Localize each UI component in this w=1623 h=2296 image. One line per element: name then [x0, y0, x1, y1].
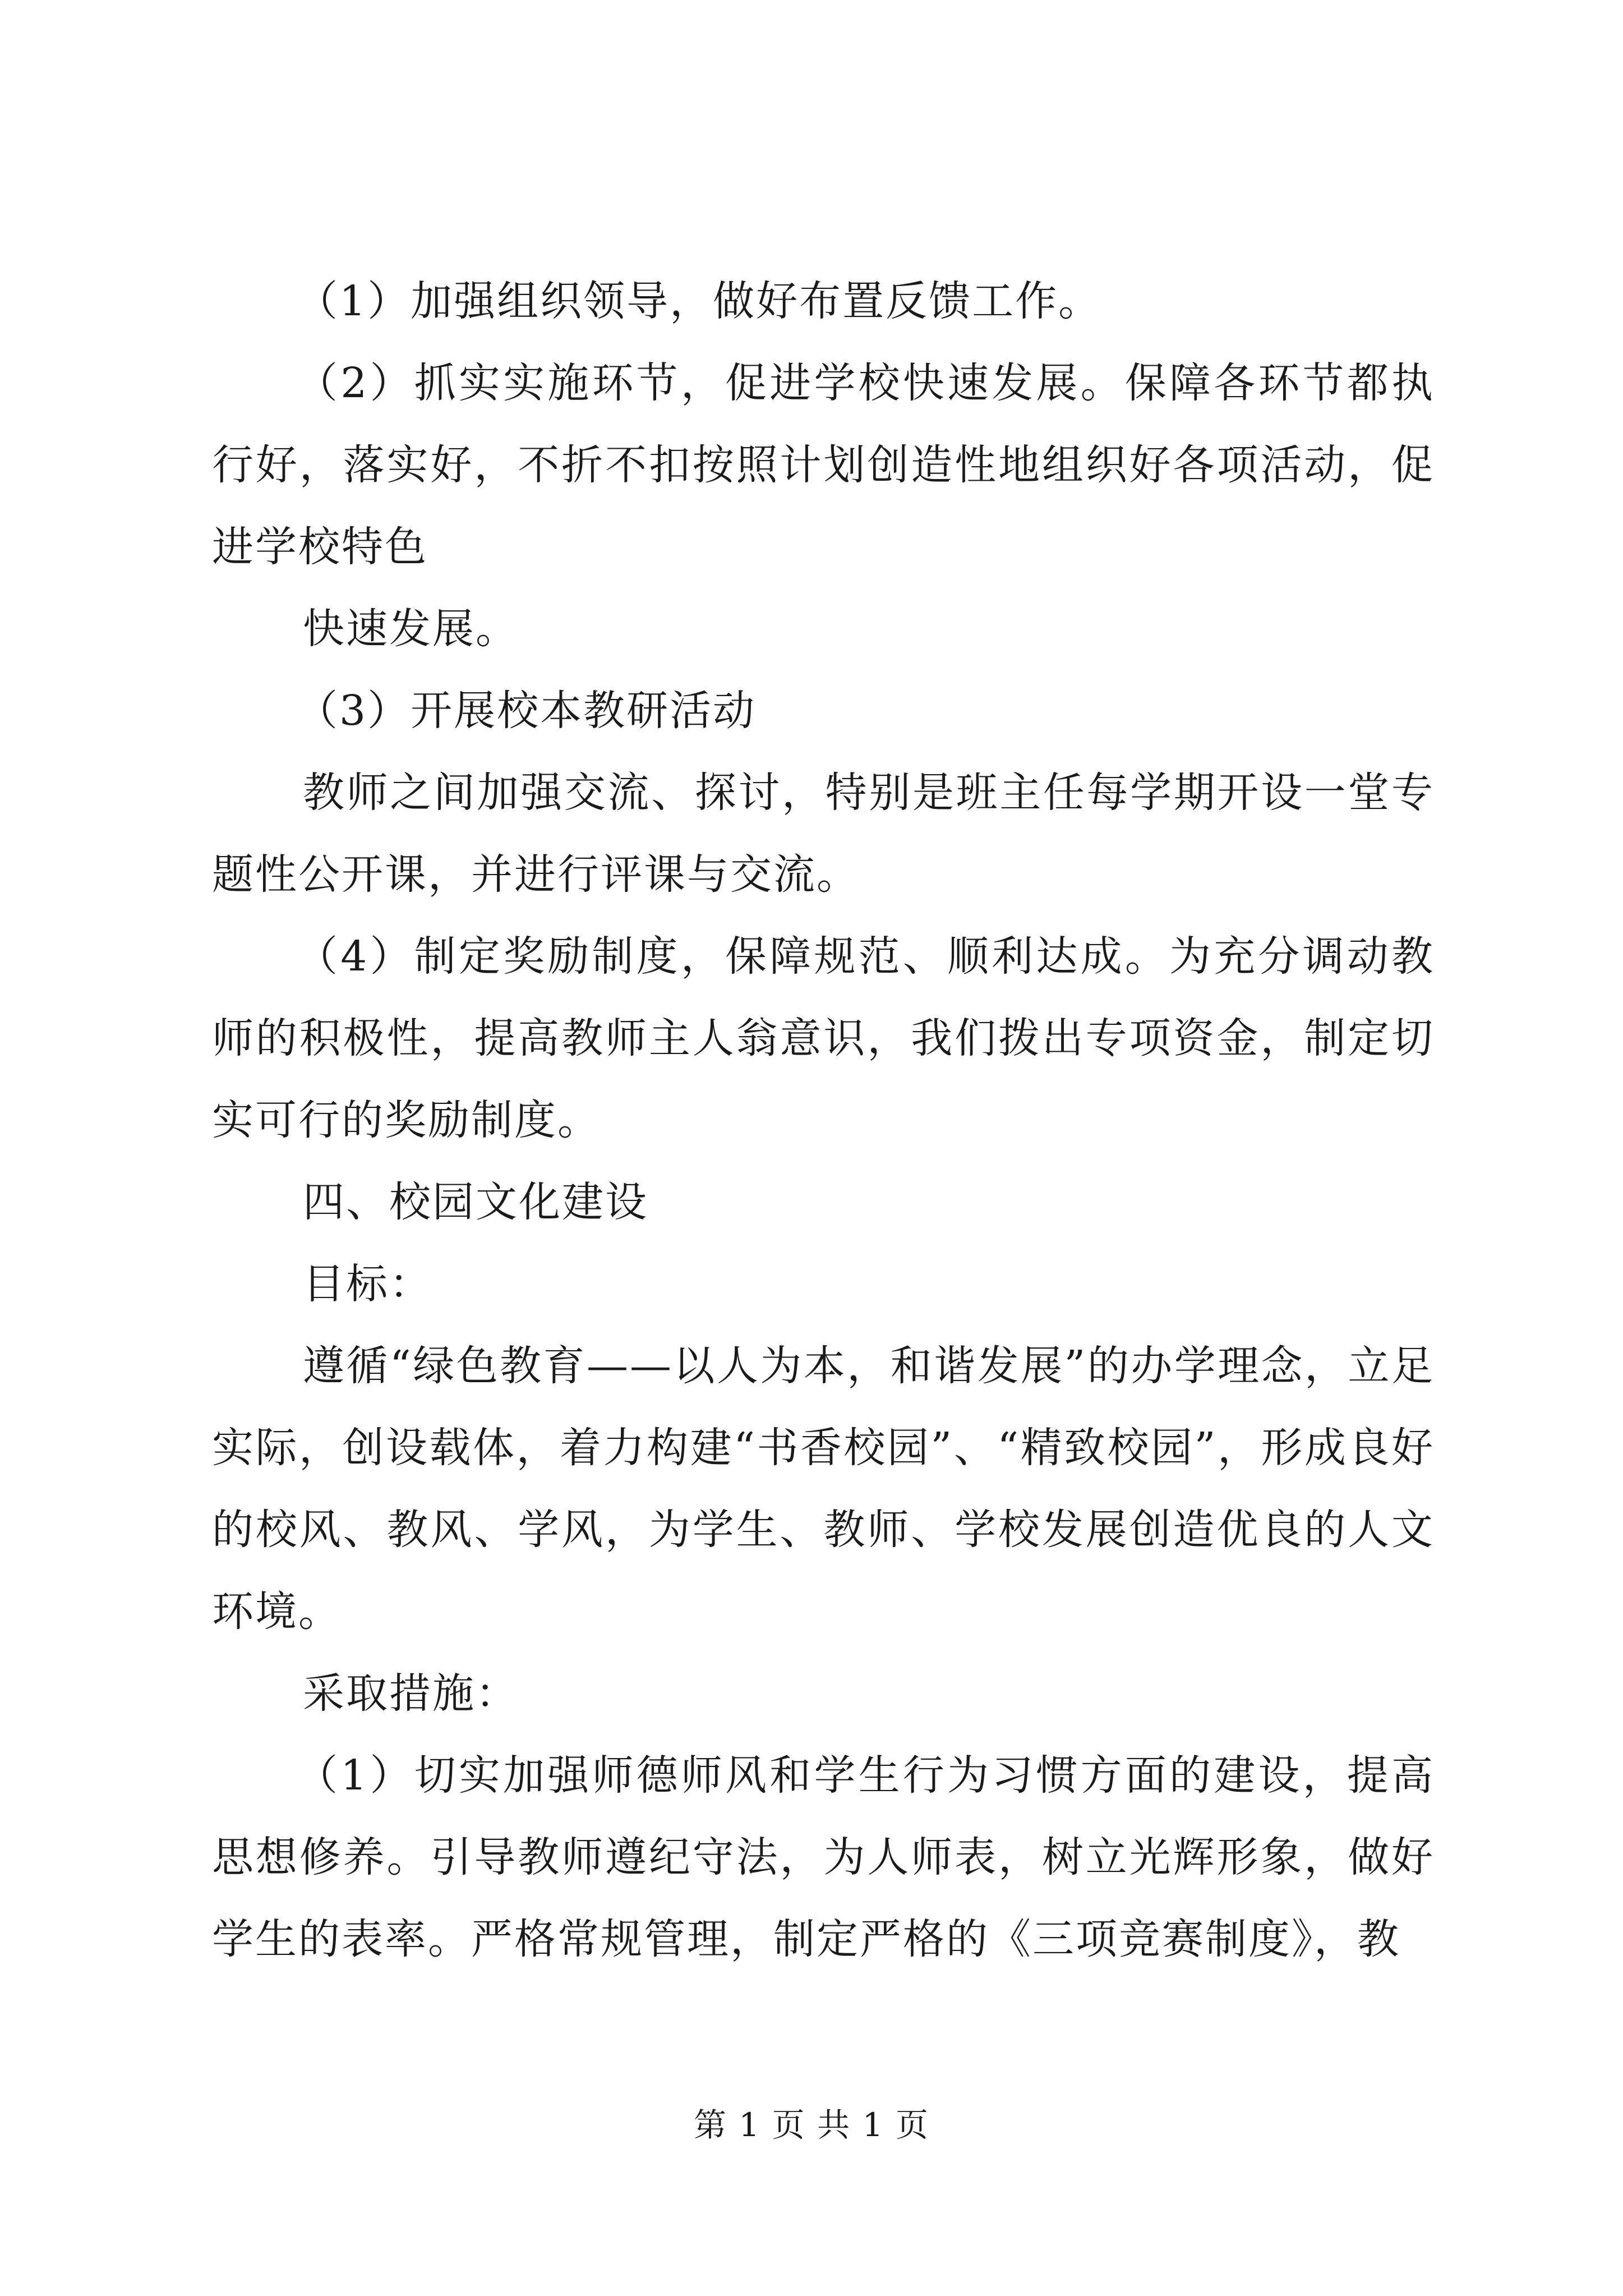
label-measures: 采取措施： [303, 1669, 519, 1718]
paragraph-continuation: 快速发展。 [303, 605, 519, 653]
paragraph-item-1: （1）加强组织领导，做好布置反馈工作。 [296, 277, 1102, 325]
paragraph-goal: 遵循“绿色教育——以人为本，和谐发展”的办学理念，立足实际，创设载体，着力构建“书香校园”、“精致校园”，形成良好的校风、教风、学风，为学生、教师、学校发展创造优良的人文环境。 [212, 1342, 1435, 1636]
label-goal: 目标： [303, 1260, 432, 1308]
paragraph-item-2: （2）抓实实施环节，促进学校快速发展。保障各环节都执行好，落实好，不折不扣按照计划创造性地组织好各项活动，促进学校特色 [212, 359, 1435, 571]
paragraph-item-3: （3）开展校本教研活动 [296, 687, 757, 735]
paragraph-item-4: （4）制定奖励制度，保障规范、顺利达成。为充分调动教师的积极性，提高教师主人翁意识，我们拨出专项资金，制定切实可行的奖励制度。 [212, 932, 1435, 1144]
paragraph-measure-1: （1）切实加强师德师风和学生行为习惯方面的建设，提高思想修养。引导教师遵纪守法，为人师表，树立光辉形象，做好学生的表率。严格常规管理，制定严格的《三项竞赛制度》，教 [212, 1751, 1435, 1963]
document-body [212, 260, 1435, 1980]
page-footer: 第 1 页 共 1 页 [694, 2106, 929, 2144]
section-heading-campus-culture: 四、校园文化建设 [303, 1178, 648, 1226]
paragraph-teaching-exchange: 教师之间加强交流、探讨，特别是班主任每学期开设一堂专题性公开课，并进行评课与交流。 [212, 769, 1435, 899]
